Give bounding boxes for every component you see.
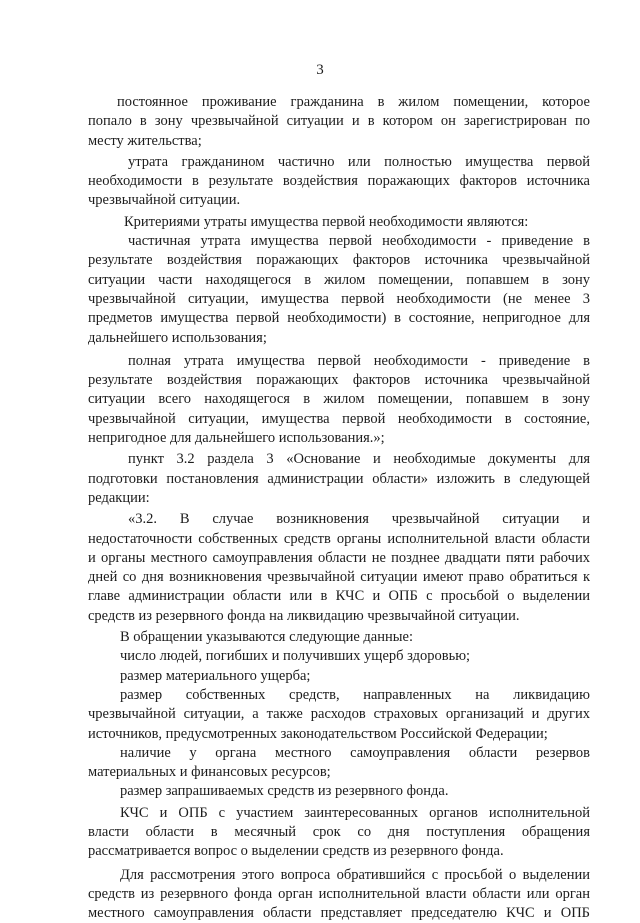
text-line: размер материального ущерба; bbox=[120, 667, 311, 684]
text-line: результате воздействия поражающих факторов источника чрезвычайной bbox=[88, 372, 590, 389]
text-line: полная утрата имущества первой необходимости - приведение в bbox=[128, 352, 590, 369]
text-line: частичная утрата имущества первой необходимости - приведение в bbox=[128, 233, 590, 250]
text-line: рассматривается вопрос о выделении средств из резервного фонда. bbox=[88, 843, 504, 860]
text-line: материальных и финансовых ресурсов; bbox=[88, 764, 331, 781]
text-line: пункт 3.2 раздела 3 «Основание и необходимые документы для bbox=[128, 451, 590, 468]
text-line: непригодное для дальнейшего использования.»; bbox=[88, 430, 385, 447]
text-line: главе администрации области или в КЧС и ОПБ с просьбой о выделении bbox=[88, 588, 590, 605]
document-body bbox=[88, 93, 590, 923]
text-line: размер запрашиваемых средств из резервного фонда. bbox=[120, 783, 449, 800]
text-line: попало в зону чрезвычайной ситуации и в котором он зарегистрирован по bbox=[88, 113, 590, 130]
text-line: месту жительства; bbox=[88, 132, 202, 149]
text-line: «3.2. В случае возникновения чрезвычайной ситуации и bbox=[128, 511, 590, 528]
text-line: редакции: bbox=[88, 489, 150, 506]
text-line: чрезвычайной ситуации, имущества первой необходимости в состояние, bbox=[88, 410, 590, 427]
text-line: Для рассмотрения этого вопроса обратившийся с просьбой о выделении bbox=[120, 866, 590, 883]
text-line: ситуации части находящегося в жилом помещении, попавшем в зону bbox=[88, 271, 590, 288]
text-line: утрата гражданином частично или полностью имущества первой bbox=[128, 153, 590, 170]
text-line: источников, предусмотренных законодательством Российской Федерации; bbox=[88, 725, 548, 742]
text-line: ситуации всего находящегося в жилом помещении, попавшем в зону bbox=[88, 391, 590, 408]
text-line: и органы местного самоуправления области не позднее двадцати пяти рабочих bbox=[88, 549, 590, 566]
text-line: подготовки постановления администрации области» изложить в следующей bbox=[88, 470, 590, 487]
text-line: КЧС и ОПБ с участием заинтересованных органов исполнительной bbox=[120, 804, 590, 821]
text-line: необходимости в результате воздействия поражающих факторов источника bbox=[88, 173, 590, 190]
text-line: средств из резервного фонда на ликвидацию чрезвычайной ситуации. bbox=[88, 607, 520, 624]
text-line: В обращении указываются следующие данные: bbox=[120, 629, 413, 646]
text-line: число людей, погибших и получивших ущерб здоровью; bbox=[120, 648, 471, 665]
text-line: средств из резервного фонда орган исполнительной власти области или орган bbox=[88, 885, 590, 902]
text-line: результате воздействия поражающих факторов источника чрезвычайной bbox=[88, 252, 590, 269]
text-line: Критериями утраты имущества первой необходимости являются: bbox=[124, 213, 529, 230]
text-line: постоянное проживание гражданина в жилом помещении, которое bbox=[117, 94, 590, 110]
text-line: чрезвычайной ситуации. bbox=[88, 192, 241, 209]
text-line: власти области в месячный срок со дня поступления обращения bbox=[88, 823, 590, 840]
text-line: размер собственных средств, направленных на ликвидацию bbox=[120, 686, 590, 703]
text-line: дней со дня возникновения чрезвычайной ситуации имеют право обратиться к bbox=[88, 569, 590, 586]
text-line: дальнейшего использования; bbox=[88, 329, 267, 346]
text-line: наличие у органа местного самоуправления области резервов bbox=[120, 744, 590, 761]
text-line: предметов имущества первой необходимости) в состояние, непригодное для bbox=[88, 310, 590, 327]
text-line: местного самоуправления области представляет председателю КЧС и ОПБ bbox=[88, 905, 590, 922]
page-number: 3 bbox=[316, 62, 324, 78]
text-line: чрезвычайной ситуации, имущества первой необходимости (не менее 3 bbox=[88, 290, 590, 307]
text-line: недостаточности собственных средств органы исполнительной власти области bbox=[88, 530, 590, 547]
text-line: чрезвычайной ситуации, а также расходов страховых организаций и других bbox=[88, 706, 590, 723]
